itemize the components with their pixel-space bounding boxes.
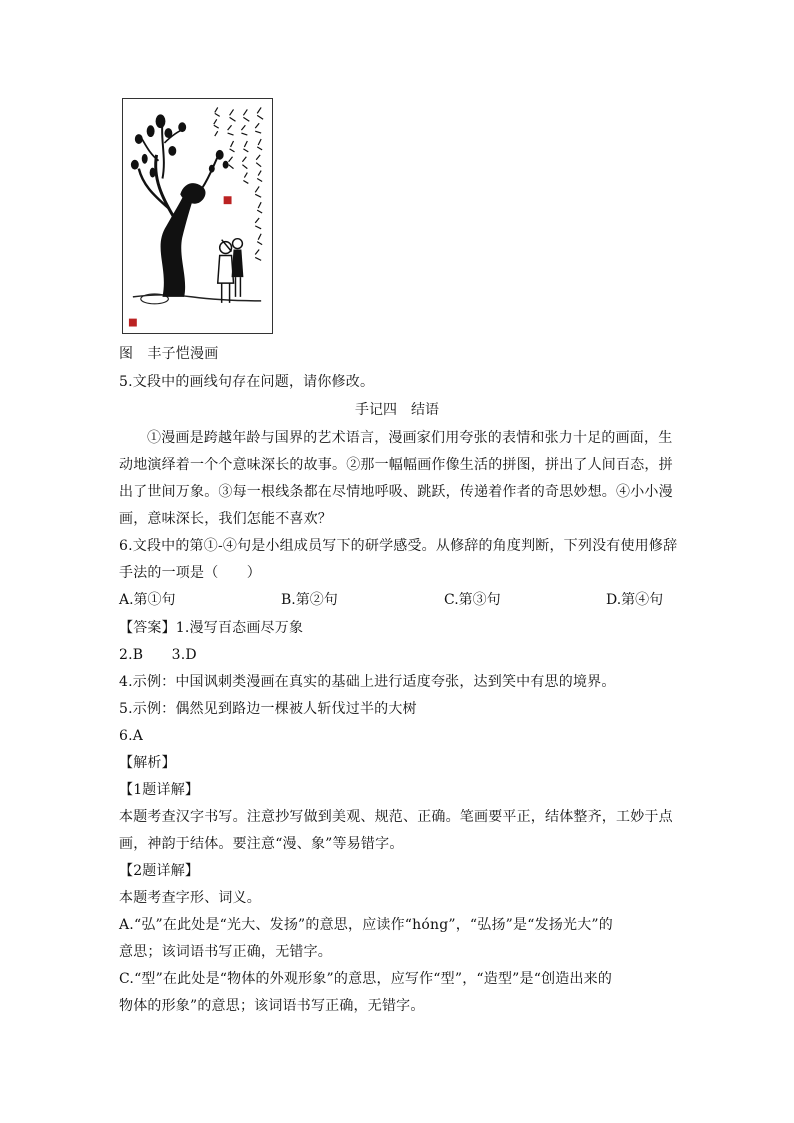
- q2-detail-line-5: 物体的形象”的意思；该词语书写正确，无错字。: [119, 998, 425, 1014]
- tree-cartoon-illustration: [123, 99, 272, 333]
- option-b: B.第②句: [281, 592, 338, 608]
- q2-detail-line-2: A.“弘”在此处是“光大、发扬”的意思，应读作“hóng”，“弘扬”是“发扬光大”的: [119, 917, 613, 933]
- q2-detail-heading: 【2题详解】: [119, 863, 200, 879]
- q2-detail-line-4: C.“型”在此处是“物体的外观形象”的意思，应写作“型”，“造型”是“创造出来的: [119, 971, 613, 987]
- section-4-para-line-4: 画，意味深长，我们怎能不喜欢？: [119, 511, 332, 527]
- question-6-options: [119, 590, 675, 610]
- seal-stamp-small-icon: [129, 319, 137, 327]
- answer-line-2: 2.B 3.D: [119, 647, 197, 663]
- seal-stamp-icon: [224, 196, 232, 204]
- section-4-para-line-1: ①漫画是跨越年龄与国界的艺术语言，漫画家们用夸张的表情和张力十足的画面，生: [147, 430, 673, 446]
- section-4-para-line-3: 出了世间万象。③每一根线条都在尽情地呼吸、跳跃，传递着作者的奇思妙想。④小小漫: [119, 484, 673, 500]
- question-6-line-1: 6.文段中的第①-④句是小组成员写下的研学感受。从修辞的角度判断，下列没有使用修辞: [119, 538, 678, 554]
- answer-line-3: 4.示例：中国讽刺类漫画在真实的基础上进行适度夸张，达到笑中有思的境界。: [119, 674, 616, 690]
- q1-detail-line-2: 画，神韵于结体。要注意“漫、象”等易错字。: [119, 836, 404, 852]
- q2-detail-line-3: 意思；该词语书写正确，无错字。: [119, 944, 332, 960]
- question-6-line-2: 手法的一项是（ ）: [119, 565, 261, 581]
- q1-detail-line-1: 本题考查汉字书写。注意抄写做到美观、规范、正确。笔画要平正，结体整齐，工妙于点: [119, 809, 673, 825]
- analysis-heading: 【解析】: [119, 755, 176, 771]
- answer-line-1: 【答案】1.漫写百态画尽万象: [119, 620, 304, 636]
- answer-line-5: 6.A: [119, 728, 144, 744]
- q1-detail-heading: 【1题详解】: [119, 782, 200, 798]
- figure-caption: 图 丰子恺漫画: [119, 346, 219, 362]
- cartoon-figure: [122, 98, 273, 334]
- section-4-title: 手记四 结语: [355, 402, 439, 418]
- calligraphy-inscription: [214, 107, 263, 260]
- option-a: A.第①句: [119, 592, 176, 608]
- q2-detail-line-1: 本题考查字形、词义。: [119, 890, 261, 906]
- question-5: 5.文段中的画线句存在问题，请你修改。: [119, 374, 375, 390]
- section-4-para-line-2: 动地演绎着一个个意味深长的故事。②那一幅幅画作像生活的拼图，拼出了人间百态，拼: [119, 457, 673, 473]
- option-d: D.第④句: [606, 592, 664, 608]
- option-c: C.第③句: [444, 592, 501, 608]
- answer-line-4: 5.示例：偶然见到路边一棵被人斩伐过半的大树: [119, 701, 417, 717]
